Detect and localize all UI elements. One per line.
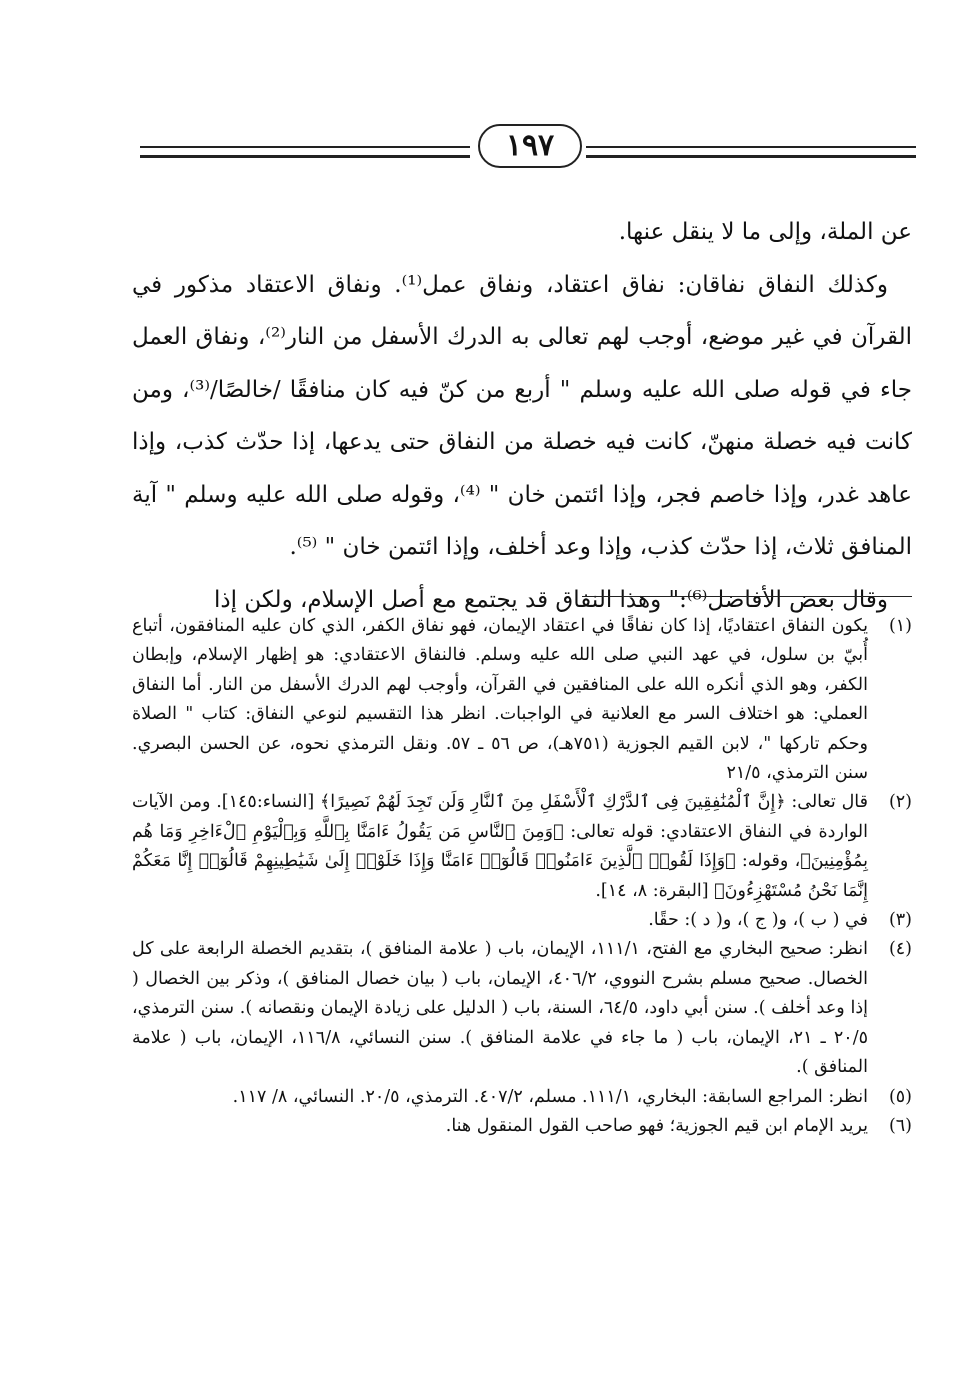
footnote-text: قال تعالى: ﴿إِنَّ ٱلْمُنَٰفِقِينَ فِى ٱلدَّرْكِ ٱلْأَسْفَلِ مِنَ ٱلنَّارِ وَلَن تَجِدَ لَهُمْ نَصِيرًا﴾ [النساء:١٤٥]. ومن الآيات الواردة في النفاق الاعتقادي: قوله تعالى: ﴿وَمِنَ ٱلنَّاسِ مَن يَقُولُ ءَامَنَّا بِٱللَّهِ وَبِٱلْيَوْمِ ٱلْءَاخِرِ وَمَا هُم بِمُؤْمِنِينَ﴾، وقوله: ﴿وَإِذَا لَقُوا۟ ٱلَّذِينَ ءَامَنُوا۟ قَالُوٓا۟ ءَامَنَّا وَإِذَا خَلَوْا۟ إِلَىٰ شَيَٰطِينِهِمْ قَالُوٓا۟ إِنَّا مَعَكُمْ إِنَّمَا نَحْنُ مُسْتَهْزِءُونَ﴾ [البقرة: ٨، ١٤]. [132,792,868,901]
footnote-number: (٢) [888,792,912,813]
footnote-number: (٦) [888,1115,912,1136]
footnotes [132,612,912,1141]
footnote-number: (٥) [888,1086,912,1107]
main-paragraph: وكذلك النفاق نفاقان: نفاق اعتقاد، ونفاق عمل⁽¹⁾. ونفاق الاعتقاد مذكور في القرآن في غير موضع، أوجب لهم تعالى به الدرك الأسفل من النار⁽²⁾، ونفاق العمل جاء في قوله صلى الله عليه وسلم " أربع من كنّ فيه كان منافقًا /خالصًا/⁽³⁾، ومن كانت فيه خصلة منهنّ، كانت فيه خصلة من النفاق حتى يدعها، إذا حدّث كذب، وإذا عاهد غدر، وإذا خاصم فجر، وإذا ائتمن خان " ⁽⁴⁾، وقوله صلى الله عليه وسلم " آية المنافق ثلاث، إذا حدّث كذب، وإذا وعد أخلف، وإذا ائتمن خان " ⁽⁵⁾. [132,271,912,560]
header-rule-left [140,146,470,158]
footnote [132,1083,912,1112]
main-text [132,206,912,626]
main-paragraph: وقال بعض الأفاضل⁽⁶⁾:" وهذا النفاق قد يجتمع مع أصل الإسلام، ولكن إذا [214,586,888,613]
page-number: ١٩٧ [478,124,582,168]
footnote-separator [582,596,912,597]
footnote-text: يكون النفاق اعتقاديًا، إذا كان نفاقًا في اعتقاد الإيمان، فهو نفاق الكفر، الذي كان عليه المنافقون، أتباع أُبيّ بن سلول، في عهد النبي صلى الله عليه وسلم. فالنفاق الاعتقادي: هو إظهار الإسلام، وإبطان الكفر، وهو الذي أنكره الله على المنافقين في القرآن، وأوجب لهم الدرك الأسفل من النار. أما النفاق العملي: هو اختلاف السر مع العلانية في الواجبات. انظر هذا التقسيم لنوعي النفاق: كتاب " الصلاة وحكم تاركها "، لابن القيم الجوزية (٧٥١هـ)، ص ٥٦ ـ ٥٧. ونقل الترمذي نحوه، عن الحسن البصري. سنن الترمذي، ٢١/٥ [132,616,868,784]
footnote-text: انظر: المراجع السابقة: البخاري، ١١١/١. مسلم، ٤٠٧/٢. الترمذي، ٢٠/٥. النسائي، ٨/ ١١٧. [232,1086,868,1107]
footnote-text: في ( ب )، و( ج )، و( د ): حقًا. [648,910,868,931]
footnote-number: (٤) [888,939,912,960]
footnote [132,612,912,788]
main-paragraph: عن الملة، وإلى ما لا ينقل عنها. [618,219,912,245]
footnote [132,935,912,1082]
footnote [132,906,912,935]
page-header [140,118,916,170]
footnote-number: (٣) [888,910,912,931]
footnote-number: (١) [888,616,912,636]
header-rule-right [586,146,916,158]
footnote [132,788,912,906]
footnote-text: يريد الإمام ابن قيم الجوزية؛ فهو صاحب القول المنقول هنا. [445,1115,868,1136]
footnote-text: انظر: صحيح البخاري مع الفتح، ١١١/١، الإيمان، باب ( علامة المنافق )، بتقديم الخصلة الرابعة على كل الخصال. صحيح مسلم بشرح النووي، ٤٠٦/٢، الإيمان، باب ( بيان خصال المنافق )، وذكر بين الخصال ( إذا وعد أخلف ). سنن أبي داود، ٦٤/٥، السنة، باب ( الدليل على زيادة الإيمان ونقصانه ). سنن الترمذي، ٢٠/٥ ـ ٢١، الإيمان، باب ( ما جاء في علامة المنافق ). سنن النسائي، ١١٦/٨، الإيمان، باب ( علامة المنافق ). [132,939,868,1078]
footnote [132,1112,912,1141]
